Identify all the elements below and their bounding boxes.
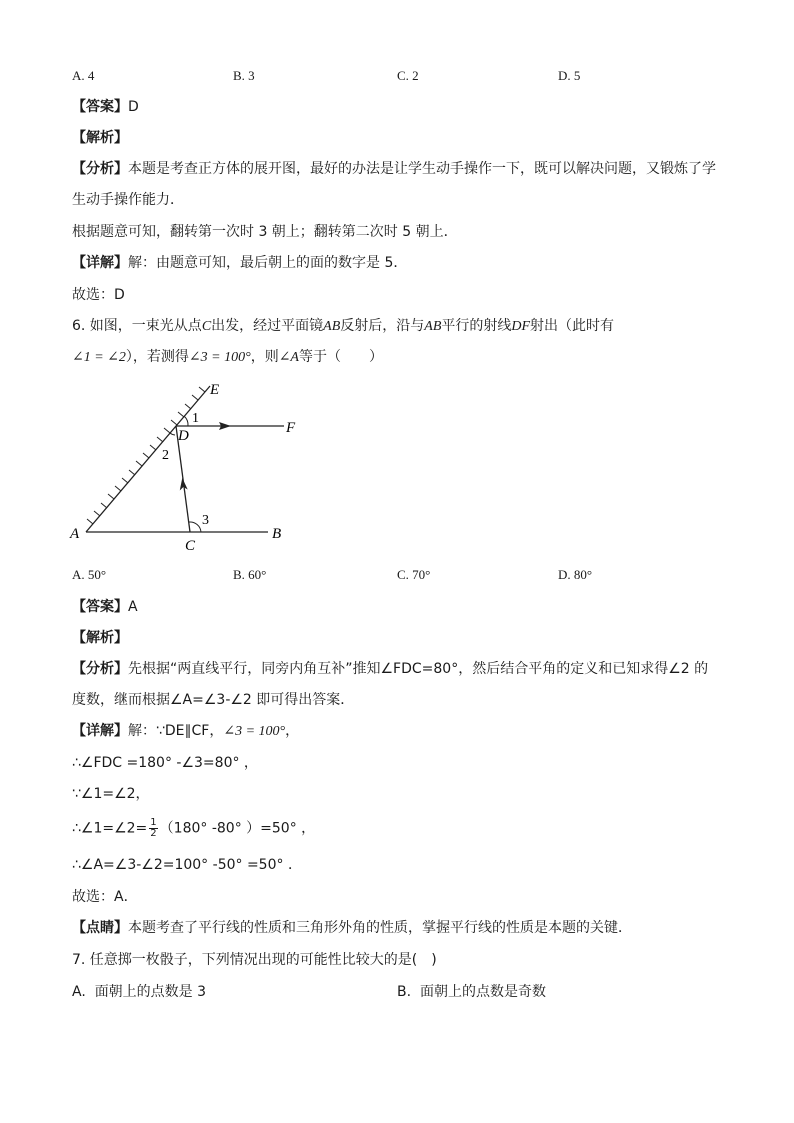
option-text: 面朝上的点数是 3 [94, 984, 207, 1000]
q6-option-b: B. 60° [233, 567, 267, 582]
q5-fenxi-line1 [72, 159, 716, 179]
q5-note: 根据题意可知，翻转第一次时 3 朝上；翻转第二次时 5 朝上． [72, 224, 458, 240]
option-label: B. [397, 984, 412, 1000]
geometry-figure [68, 376, 308, 556]
q6-step3 [72, 818, 315, 839]
q6-detail [72, 721, 299, 742]
answer-tag: 【答案】 [72, 599, 128, 615]
label-a: A [70, 526, 80, 542]
fraction-denominator: 2 [150, 828, 157, 839]
q6-option-c: C. 70° [397, 567, 431, 582]
fenxi-text: 先根据“两直线平行，同旁内角互补”推知∠FDC=80°，然后结合平角的定义和已知求得∠2 的 [128, 661, 709, 677]
stem-text: 出发，经过平面镜 [211, 318, 324, 334]
analysis-tag: 【解析】 [72, 130, 128, 146]
q6-stem-line2 [72, 347, 383, 368]
angle-a: ∠A [278, 350, 299, 365]
q5-choose: 故选：D [72, 287, 125, 303]
q5-analysis-heading [72, 128, 128, 148]
step3-text: ∴∠1=∠2= [72, 820, 148, 837]
q6-fenxi-line1 [72, 659, 708, 679]
label-1: 1 [192, 411, 199, 426]
q6-option-d: D. 80° [558, 567, 593, 582]
fenxi-tag: 【分析】 [72, 161, 128, 177]
stem-text: 射出（此时有 [530, 318, 615, 334]
q7-option-a [72, 982, 206, 1002]
answer-tag: 【答案】 [72, 99, 128, 115]
q6-step2: ∵∠1=∠2， [72, 786, 150, 802]
stem-text: 等于（ ） [299, 349, 383, 365]
q6-answer [72, 597, 138, 617]
q7-option-b [397, 982, 546, 1002]
step3-text: （180° -80° ）=50° ， [159, 820, 316, 837]
detail-text: 解：由题意可知，最后朝上的面的数字是 5． [128, 255, 408, 271]
detail-text: 解：∵DE∥CF， [128, 723, 224, 739]
point-c: C [201, 319, 212, 334]
segment-ab: AB [424, 319, 442, 334]
label-c: C [185, 538, 196, 554]
option-label: A. [72, 984, 86, 1000]
label-d: D [178, 428, 189, 444]
answer-value: D [128, 99, 139, 115]
stem-text: ，则 [250, 349, 279, 365]
answer-value: A [128, 599, 138, 615]
q5-option-c: C. 2 [397, 68, 419, 83]
fraction-half [149, 818, 157, 839]
label-b: B [272, 526, 282, 542]
q5-detail [72, 253, 407, 273]
q6-choose: 故选：A． [72, 889, 138, 905]
dianjing-tag: 【点睛】 [72, 920, 128, 936]
detail-text: ， [285, 723, 300, 739]
stem-text: ），若测得 [125, 349, 189, 365]
segment-ab: AB [323, 319, 341, 334]
option-text: 面朝上的点数是奇数 [419, 984, 546, 1000]
q6-stem-line1 [72, 316, 614, 337]
dianjing-text: 本题考查了平行线的性质和三角形外角的性质，掌握平行线的性质是本题的关键． [128, 920, 632, 936]
q6-analysis-heading [72, 628, 128, 648]
stem-text: 反射后，沿与 [340, 318, 425, 334]
q6-option-a: A. 50° [72, 567, 107, 582]
label-e: E [210, 382, 220, 398]
label-3: 3 [202, 513, 209, 528]
label-f: F [286, 420, 296, 436]
q5-option-d: D. 5 [558, 68, 581, 83]
q6-step4: ∴∠A=∠3-∠2=100° -50° =50° ． [72, 857, 302, 873]
angle-eq: ∠1 = ∠2 [72, 350, 126, 365]
stem-text: 平行的射线 [441, 318, 512, 334]
q5-fenxi-line2: 生动手操作能力． [72, 192, 184, 208]
detail-tag: 【详解】 [72, 723, 128, 739]
detail-tag: 【详解】 [72, 255, 128, 271]
fraction-numerator: 1 [150, 817, 157, 828]
fenxi-text: 本题是考查正方体的展开图，最好的办法是让学生动手操作一下，既可以解决问题，又锻炼了学 [128, 161, 716, 177]
q6-dianjing [72, 918, 632, 938]
q6-step1: ∴∠FDC =180° -∠3=80° ， [72, 755, 258, 771]
analysis-tag: 【解析】 [72, 630, 128, 646]
q6-fenxi-line2: 度数，继而根据∠A=∠3-∠2 即可得出答案． [72, 692, 355, 708]
fenxi-tag: 【分析】 [72, 661, 128, 677]
q5-option-b: B. 3 [233, 68, 255, 83]
ray-df: DF [511, 319, 531, 334]
angle-3-given: ∠3 = 100° [188, 350, 251, 365]
label-2: 2 [162, 448, 169, 463]
q5-option-a: A. 4 [72, 68, 95, 83]
stem-text: 6. 如图，一束光从点 [72, 318, 202, 334]
q7-stem: 7. 任意掷一枚骰子，下列情况出现的可能性比较大的是( ) [72, 952, 437, 968]
q5-answer [72, 97, 139, 117]
angle-3-given: ∠3 = 100° [223, 724, 286, 739]
